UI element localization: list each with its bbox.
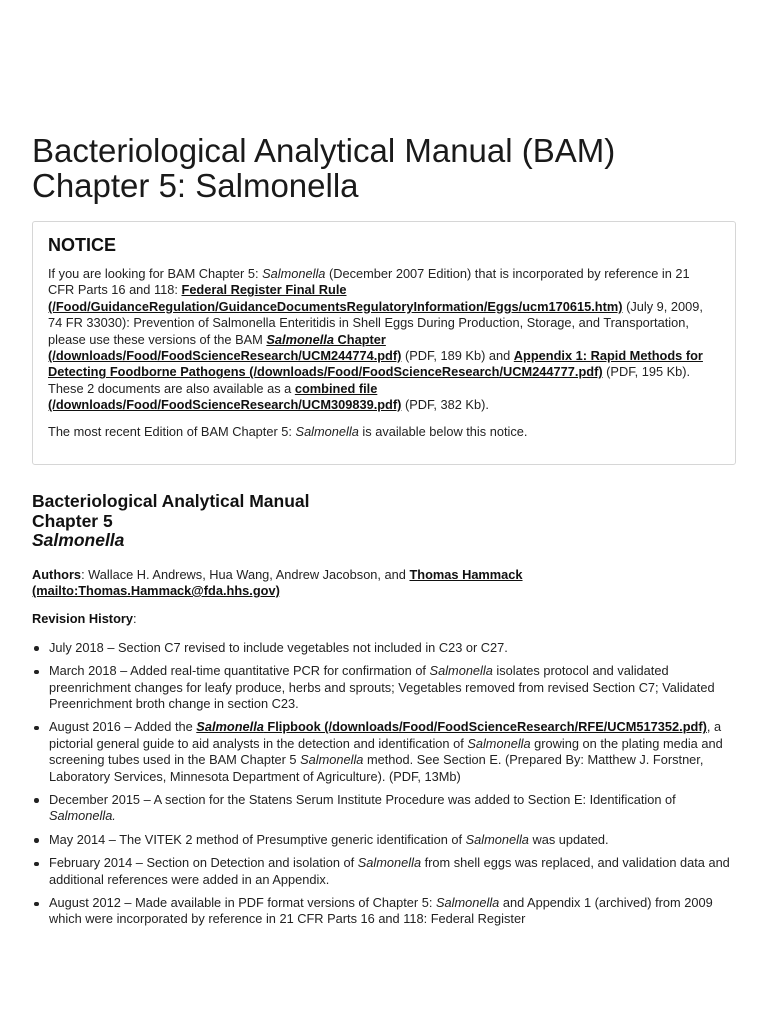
salmonella-flipbook-link-text: Flipbook (/downloads/Food/FoodScienceResearch/RFE/UCM517352.pdf): [263, 719, 707, 735]
salmonella-flipbook-link[interactable]: [196, 719, 707, 734]
revision-italic: Salmonella: [435, 895, 500, 910]
notice-text: (PDF, 195 Kb). These 2 documents are also available as a: [48, 364, 691, 396]
revision-item-july-2018: [49, 640, 737, 656]
revision-item-february-2014: [49, 855, 737, 888]
notice-paragraph-1: [48, 266, 719, 414]
revision-text: February 2014 – Section on Detection and isolation of: [49, 855, 358, 871]
revision-item-august-2012: [49, 895, 737, 928]
page-title-line-2: Chapter 5: Salmonella: [32, 167, 359, 204]
revision-text: from shell eggs was replaced, and validation data and additional references were added in an Appendix.: [49, 855, 730, 887]
revision-text: July 2018 – Section C7 revised to include vegetables not included in C23 or C27.: [49, 639, 508, 655]
notice-text: If you are looking for BAM Chapter 5:: [48, 266, 263, 281]
revision-text: December 2015 – A section for the Statens Serum Institute Procedure was added to Section E: Identification of: [49, 791, 676, 807]
page-title: [32, 133, 752, 203]
notice-italic-salmonella: Salmonella: [295, 423, 359, 439]
revision-history-label: Revision History: [32, 611, 133, 627]
notice-text: The most recent Edition of BAM Chapter 5:: [48, 423, 296, 439]
notice-text: (July 9, 2009, 74 FR 33030): Prevention of Salmonella Enteritidis in Shell Eggs During Production, Storage, and Transportation, please use these versions of the BAM: [48, 298, 703, 347]
revision-text: growing on the plating media and screening tubes used in the BAM Chapter 5: [49, 735, 723, 768]
revision-italic: Salmonella: [429, 663, 493, 679]
revision-italic: Salmonella: [300, 752, 364, 768]
revision-text: was updated.: [528, 831, 609, 847]
document-title-line-1: Bacteriological Analytical Manual: [32, 491, 310, 511]
page-title-line-1: Bacteriological Analytical Manual (BAM): [32, 132, 616, 169]
revision-text: March 2018 – Added real-time quantitative PCR for confirmation of: [49, 663, 430, 679]
revision-history-colon: :: [132, 611, 137, 627]
revision-text: and Appendix 1 (archived) from 2009 which were incorporated by reference in 21 CFR Parts 16 and 118: Federal Register: [49, 895, 713, 927]
document-title: [32, 492, 737, 551]
revision-text: method. See Section E. (Prepared By: Matthew J. Forstner, Laboratory Services, Minnesota Department of Agriculture). (PDF, 13Mb): [49, 752, 704, 784]
revision-item-december-2015: [49, 792, 737, 825]
revision-italic: Salmonella: [467, 735, 531, 751]
notice-text: (PDF, 189 Kb) and: [401, 348, 514, 364]
revision-history-label-row: [32, 611, 737, 627]
revision-italic: Salmonella.: [49, 808, 116, 824]
notice-heading: NOTICE: [48, 235, 117, 255]
notice-italic-salmonella: Salmonella: [262, 266, 326, 281]
salmonella-chapter-link-text: Chapter (/downloads/Food/FoodScienceResearch/UCM244774.pdf): [48, 331, 402, 364]
salmonella-chapter-link-italic: Salmonella: [266, 331, 334, 347]
revision-history-list: [32, 640, 737, 928]
appendix-1-link[interactable]: Appendix 1: Rapid Methods for Detecting Foodborne Pathogens (/downloads/Food/FoodScienceResearch/UCM244777.pdf): [48, 348, 703, 380]
revision-text: isolates protocol and validated preenrichment changes for leafy produce, herbs and sprouts; Vegetables removed from revised Section C7; Validated Preenrichment broth change in section C23.: [49, 663, 715, 711]
revision-text: , a pictorial general guide to aid analysts in the detection and identification of: [49, 719, 722, 751]
document-title-line-3: Salmonella: [32, 530, 125, 550]
revision-item-august-2016: [49, 719, 737, 785]
authors-text: : Wallace H. Andrews, Hua Wang, Andrew Jacobson, and: [81, 566, 410, 582]
salmonella-flipbook-link-italic: Salmonella: [196, 719, 264, 735]
federal-register-link[interactable]: Federal Register Final Rule (/Food/GuidanceRegulation/GuidanceDocumentsRegulatoryInformation/Eggs/ucm170615.htm): [48, 282, 623, 314]
revision-text: May 2014 – The VITEK 2 method of Presumptive generic identification of: [49, 831, 466, 847]
thomas-hammack-email-link[interactable]: Thomas Hammack (mailto:Thomas.Hammack@fda.hhs.gov): [32, 566, 523, 598]
document-title-line-2: Chapter 5: [32, 510, 113, 531]
revision-item-may-2014: [49, 832, 737, 848]
authors-label: Authors: [32, 566, 82, 582]
notice-paragraph-2: [48, 424, 719, 440]
authors-paragraph: [32, 567, 737, 600]
revision-italic: Salmonella: [465, 831, 529, 847]
revision-text: August 2012 – Made available in PDF format versions of Chapter 5:: [49, 895, 436, 910]
revision-text: August 2016 – Added the: [49, 719, 197, 735]
notice-text: (December 2007 Edition) that is incorporated by reference in 21 CFR Parts 16 and 118:: [48, 266, 690, 298]
notice-box: [32, 221, 736, 465]
document-body: [32, 492, 737, 935]
revision-item-march-2018: [49, 663, 737, 712]
combined-file-link[interactable]: combined file (/downloads/Food/FoodScienceResearch/UCM309839.pdf): [48, 380, 402, 413]
revision-italic: Salmonella: [357, 855, 422, 871]
notice-text: (PDF, 382 Kb).: [401, 397, 489, 413]
notice-text: is available below this notice.: [358, 423, 528, 439]
